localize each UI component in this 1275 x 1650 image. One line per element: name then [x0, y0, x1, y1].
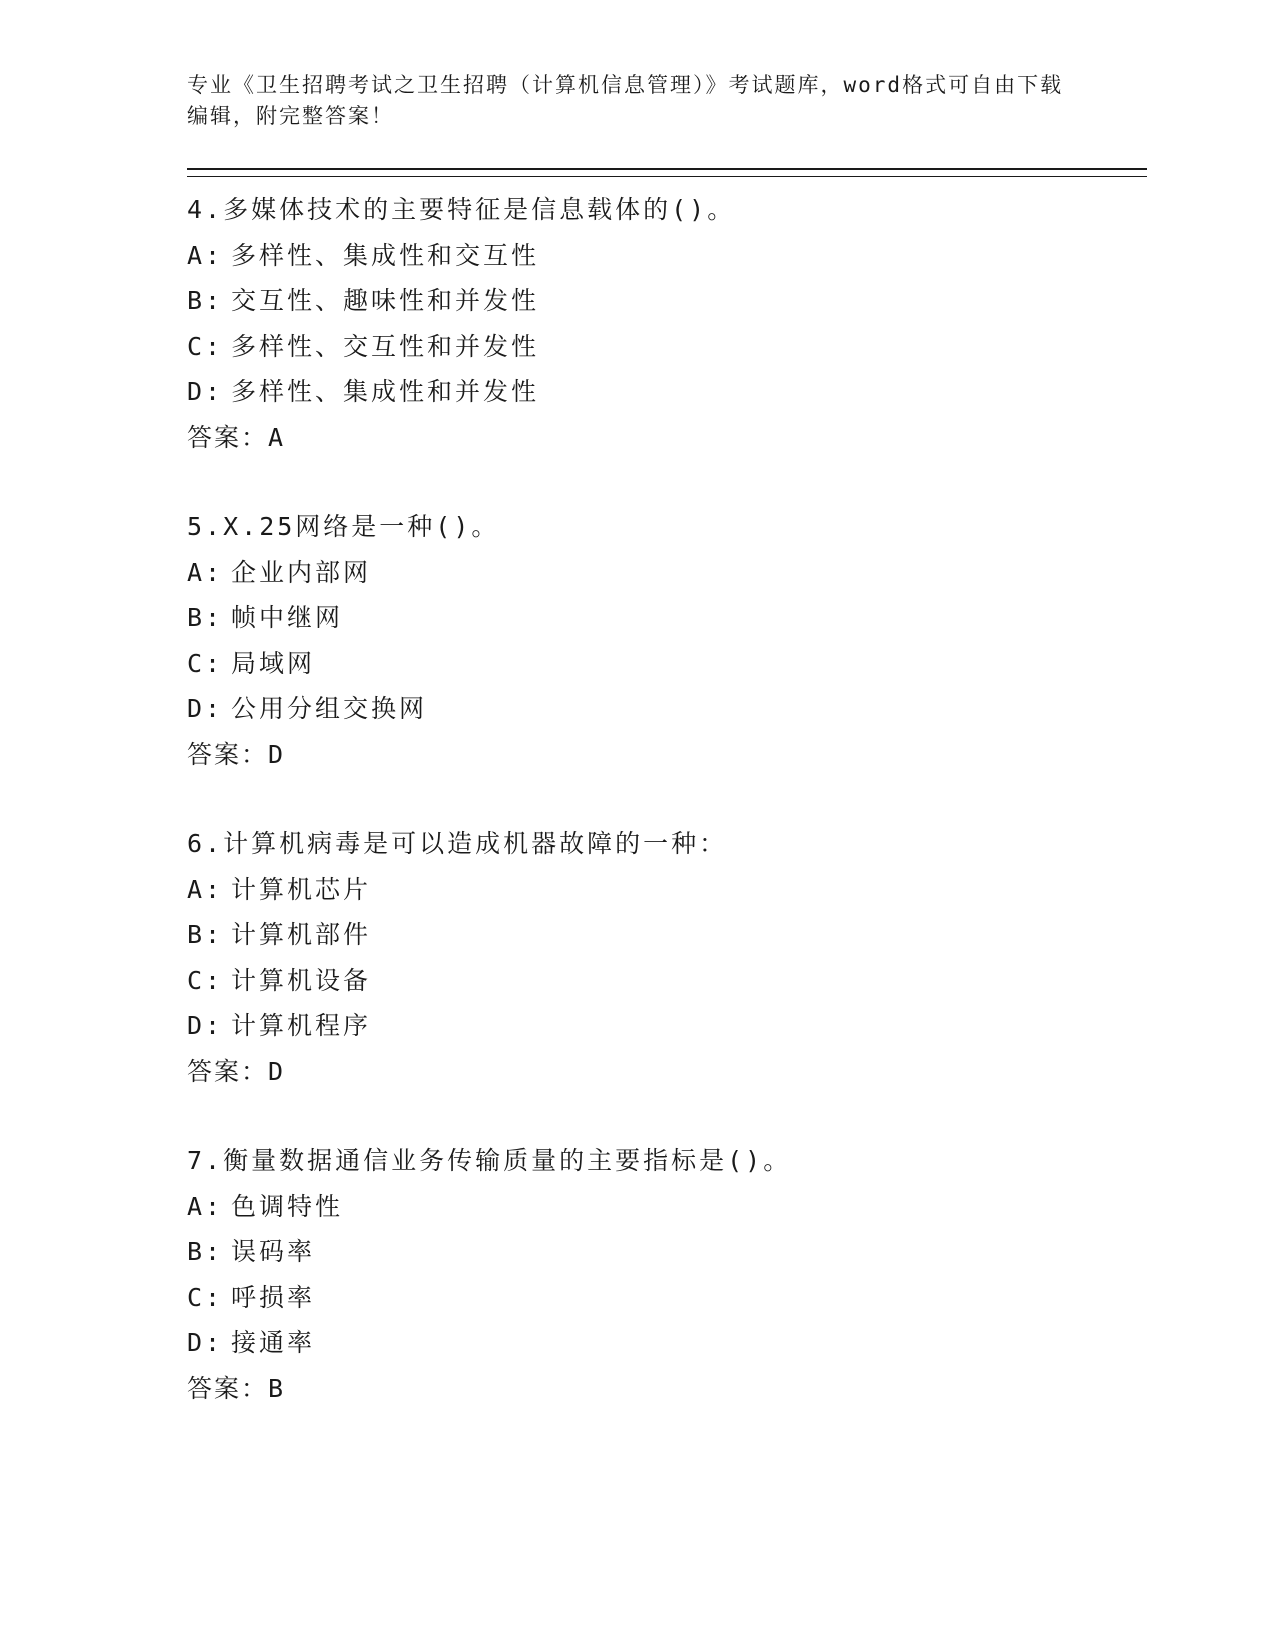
option-key: C: [187, 648, 224, 678]
option-text: 局域网 [231, 648, 316, 678]
header-divider [187, 168, 1147, 177]
option-text: 多样性、交互性和并发性 [231, 331, 540, 361]
question-stem: 5.X.25网络是一种()。 [187, 512, 500, 541]
option-key: A: [187, 1191, 224, 1221]
option-text: 误码率 [231, 1237, 316, 1266]
option-key: D: [187, 377, 224, 406]
option-b [187, 595, 1147, 641]
option-text: 计算机设备 [231, 965, 372, 995]
answer-line: 答案：A [187, 422, 286, 452]
option-text: 公用分组交换网 [231, 694, 428, 723]
option-text: 呼损率 [231, 1282, 316, 1312]
option-key: D: [187, 1011, 224, 1040]
option-b [187, 912, 1147, 958]
option-b [187, 278, 1147, 324]
document-page [187, 70, 1147, 1411]
option-key: B: [187, 603, 224, 632]
option-text: 交互性、趣味性和并发性 [231, 286, 540, 315]
option-d [187, 369, 1147, 415]
question-block [187, 187, 1147, 460]
question-stem: 4.多媒体技术的主要特征是信息载体的()。 [187, 195, 736, 224]
option-d [187, 1003, 1147, 1049]
option-key: B: [187, 920, 224, 949]
option-key: A: [187, 240, 224, 270]
option-c [187, 958, 1147, 1004]
answer-line: 答案：D [187, 1056, 286, 1086]
question-block [187, 1138, 1147, 1411]
option-a [187, 1184, 1147, 1230]
option-text: 色调特性 [231, 1191, 344, 1221]
answer-line: 答案：D [187, 739, 286, 769]
answer-line: 答案：B [187, 1373, 286, 1403]
option-a [187, 550, 1147, 596]
option-text: 接通率 [231, 1328, 316, 1357]
question-list [187, 187, 1147, 1411]
question-block [187, 504, 1147, 777]
option-c [187, 1275, 1147, 1321]
option-d [187, 1320, 1147, 1366]
option-a [187, 233, 1147, 279]
option-key: C: [187, 1282, 224, 1312]
option-text: 计算机部件 [231, 920, 372, 949]
option-key: D: [187, 1328, 224, 1357]
question-block [187, 821, 1147, 1094]
option-text: 多样性、集成性和并发性 [231, 377, 540, 406]
option-key: C: [187, 331, 224, 361]
option-text: 计算机芯片 [231, 874, 372, 904]
option-key: C: [187, 965, 224, 995]
option-text: 帧中继网 [231, 603, 344, 632]
option-key: B: [187, 1237, 224, 1266]
option-d [187, 686, 1147, 732]
option-b [187, 1229, 1147, 1275]
question-stem: 6.计算机病毒是可以造成机器故障的一种： [187, 829, 728, 858]
option-key: A: [187, 874, 224, 904]
option-key: D: [187, 694, 224, 723]
option-key: A: [187, 557, 224, 587]
option-text: 多样性、集成性和交互性 [231, 240, 540, 270]
question-stem: 7.衡量数据通信业务传输质量的主要指标是()。 [187, 1146, 792, 1175]
option-a [187, 867, 1147, 913]
option-c [187, 324, 1147, 370]
option-c [187, 641, 1147, 687]
option-text: 企业内部网 [231, 557, 372, 587]
option-key: B: [187, 286, 224, 315]
document-header: 专业《卫生招聘考试之卫生招聘（计算机信息管理）》考试题库，word格式可自由下载编辑，附完整答案！ [187, 73, 1064, 128]
option-text: 计算机程序 [231, 1011, 372, 1040]
